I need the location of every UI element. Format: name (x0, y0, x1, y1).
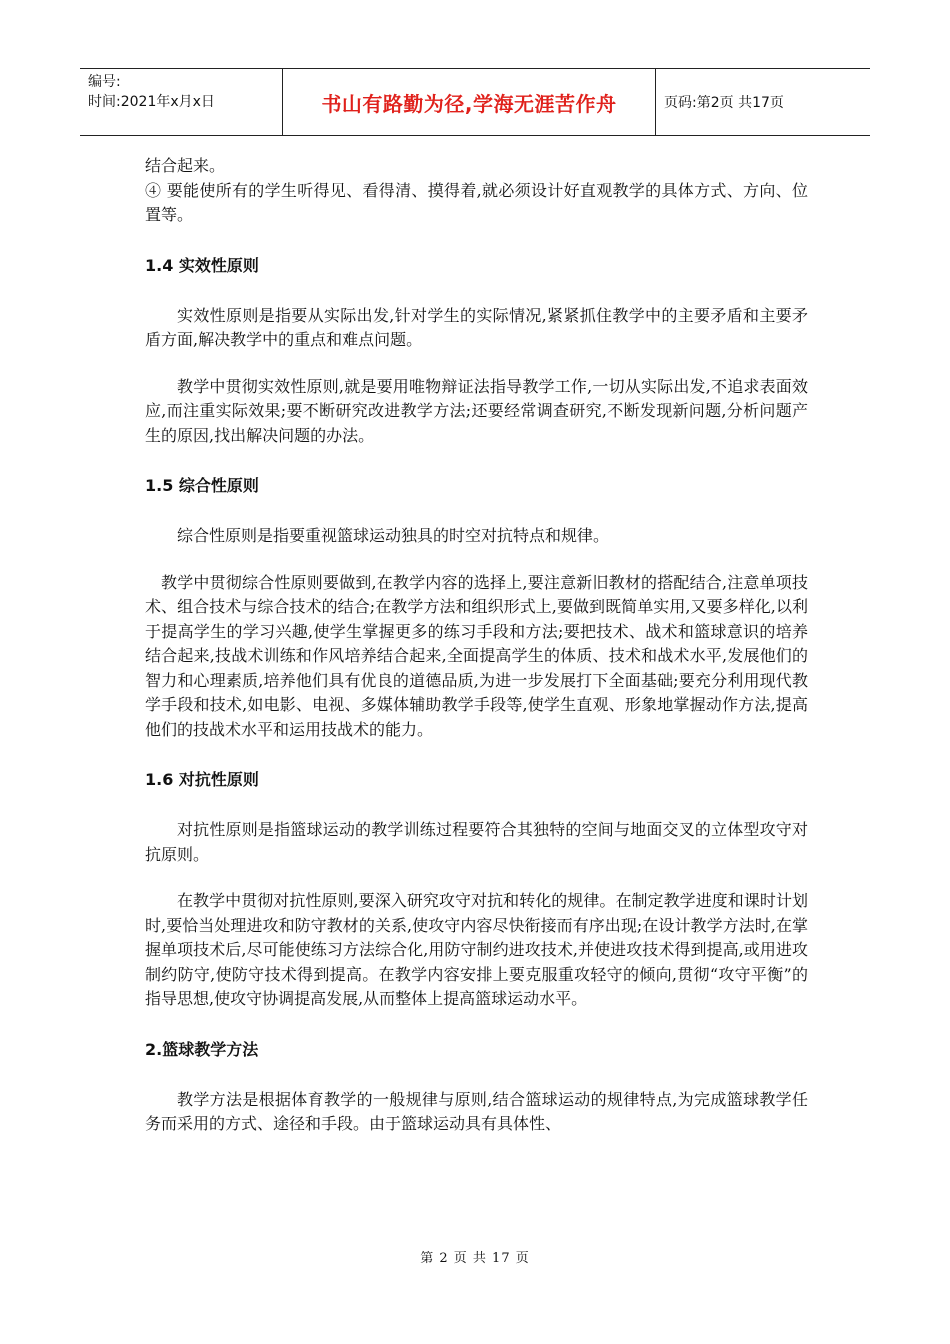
paragraph-1-5-b: 教学中贯彻综合性原则要做到,在教学内容的选择上,要注意新旧教材的搭配结合,注意单项技术、组合技术与综合技术的结合;在教学方法和组织形式上,要做到既简单实用,又要多样化,以利于提高学生的学习兴趣,使学生掌握更多的练习手段和方法;要把技术、战术和篮球意识的培养结合起来,技战术训练和作风培养结合起来,全面提高学生的体质、技术和战术水平,发展他们的智力和心理素质,培养他们具有优良的道德品质,为进一步发展打下全面基础;要充分利用现代教学手段和技术,如电影、电视、多媒体辅助教学手段等,使学生直观、形象地掌握动作方法,提高他们的技战术水平和运用技战术的能力。 (145, 572, 808, 739)
paragraph-1-5-a: 综合性原则是指要重视篮球运动独具的时空对抗特点和规律。 (177, 526, 610, 545)
paragraph-1-6-a: 对抗性原则是指篮球运动的教学训练过程要符合其独特的空间与地面交叉的立体型攻守对抗原则。 (145, 820, 808, 864)
document-number-label: 编号: (88, 74, 121, 90)
page-header (80, 68, 870, 136)
paragraph-1-4-b: 教学中贯彻实效性原则,就是要用唯物辩证法指导教学工作,一切从实际出发,不追求表面效应,而注重实际效果;要不断研究改进教学方法;还要经常调查研究,不断发现新问题,分析问题产生的原因,找出解决问题的办法。 (145, 376, 808, 445)
document-body (145, 154, 808, 1137)
section-heading-2: 2.篮球教学方法 (145, 1039, 259, 1059)
paragraph-1-6-b: 在教学中贯彻对抗性原则,要深入研究攻守对抗和转化的规律。在制定教学进度和课时计划时,要恰当处理进攻和防守教材的关系,使攻守内容尽快衔接而有序出现;在设计教学方法时,在掌握单项技术后,尽可能使练习方法综合化,用防守制约进攻技术,并使进攻技术得到提高,或用进攻制约防守,使防守技术得到提高。在教学内容安排上要克服重攻轻守的倾向,贯彻“攻守平衡”的指导思想,使攻守协调提高发展,从而整体上提高篮球运动水平。 (145, 891, 808, 1008)
header-page-info: 页码:第2页 共17页 (664, 95, 784, 111)
document-time-label: 时间:2021年x月x日 (88, 94, 215, 110)
section-heading-1-6: 1.6 对抗性原则 (145, 770, 259, 789)
section-heading-1-4: 1.4 实效性原则 (145, 255, 259, 275)
header-meta (80, 69, 283, 135)
section-heading-1-5: 1.5 综合性原则 (145, 476, 259, 495)
page-footer: 第 2 页 共 17 页 (420, 1251, 530, 1266)
header-motto: 书山有路勤为径,学海无涯苦作舟 (283, 69, 656, 135)
paragraph-2-a: 教学方法是根据体育教学的一般规律与原则,结合篮球运动的规律特点,为完成篮球教学任务而采用的方式、途径和手段。由于篮球运动具有具体性、 (145, 1089, 808, 1133)
paragraph-item-4: ④ 要能使所有的学生听得见、看得清、摸得着,就必须设计好直观教学的具体方式、方向、位置等。 (145, 180, 808, 224)
paragraph-continuation: 结合起来。 (145, 156, 226, 175)
paragraph-1-4-a: 实效性原则是指要从实际出发,针对学生的实际情况,紧紧抓住教学中的主要矛盾和主要矛盾方面,解决教学中的重点和难点问题。 (145, 305, 808, 349)
